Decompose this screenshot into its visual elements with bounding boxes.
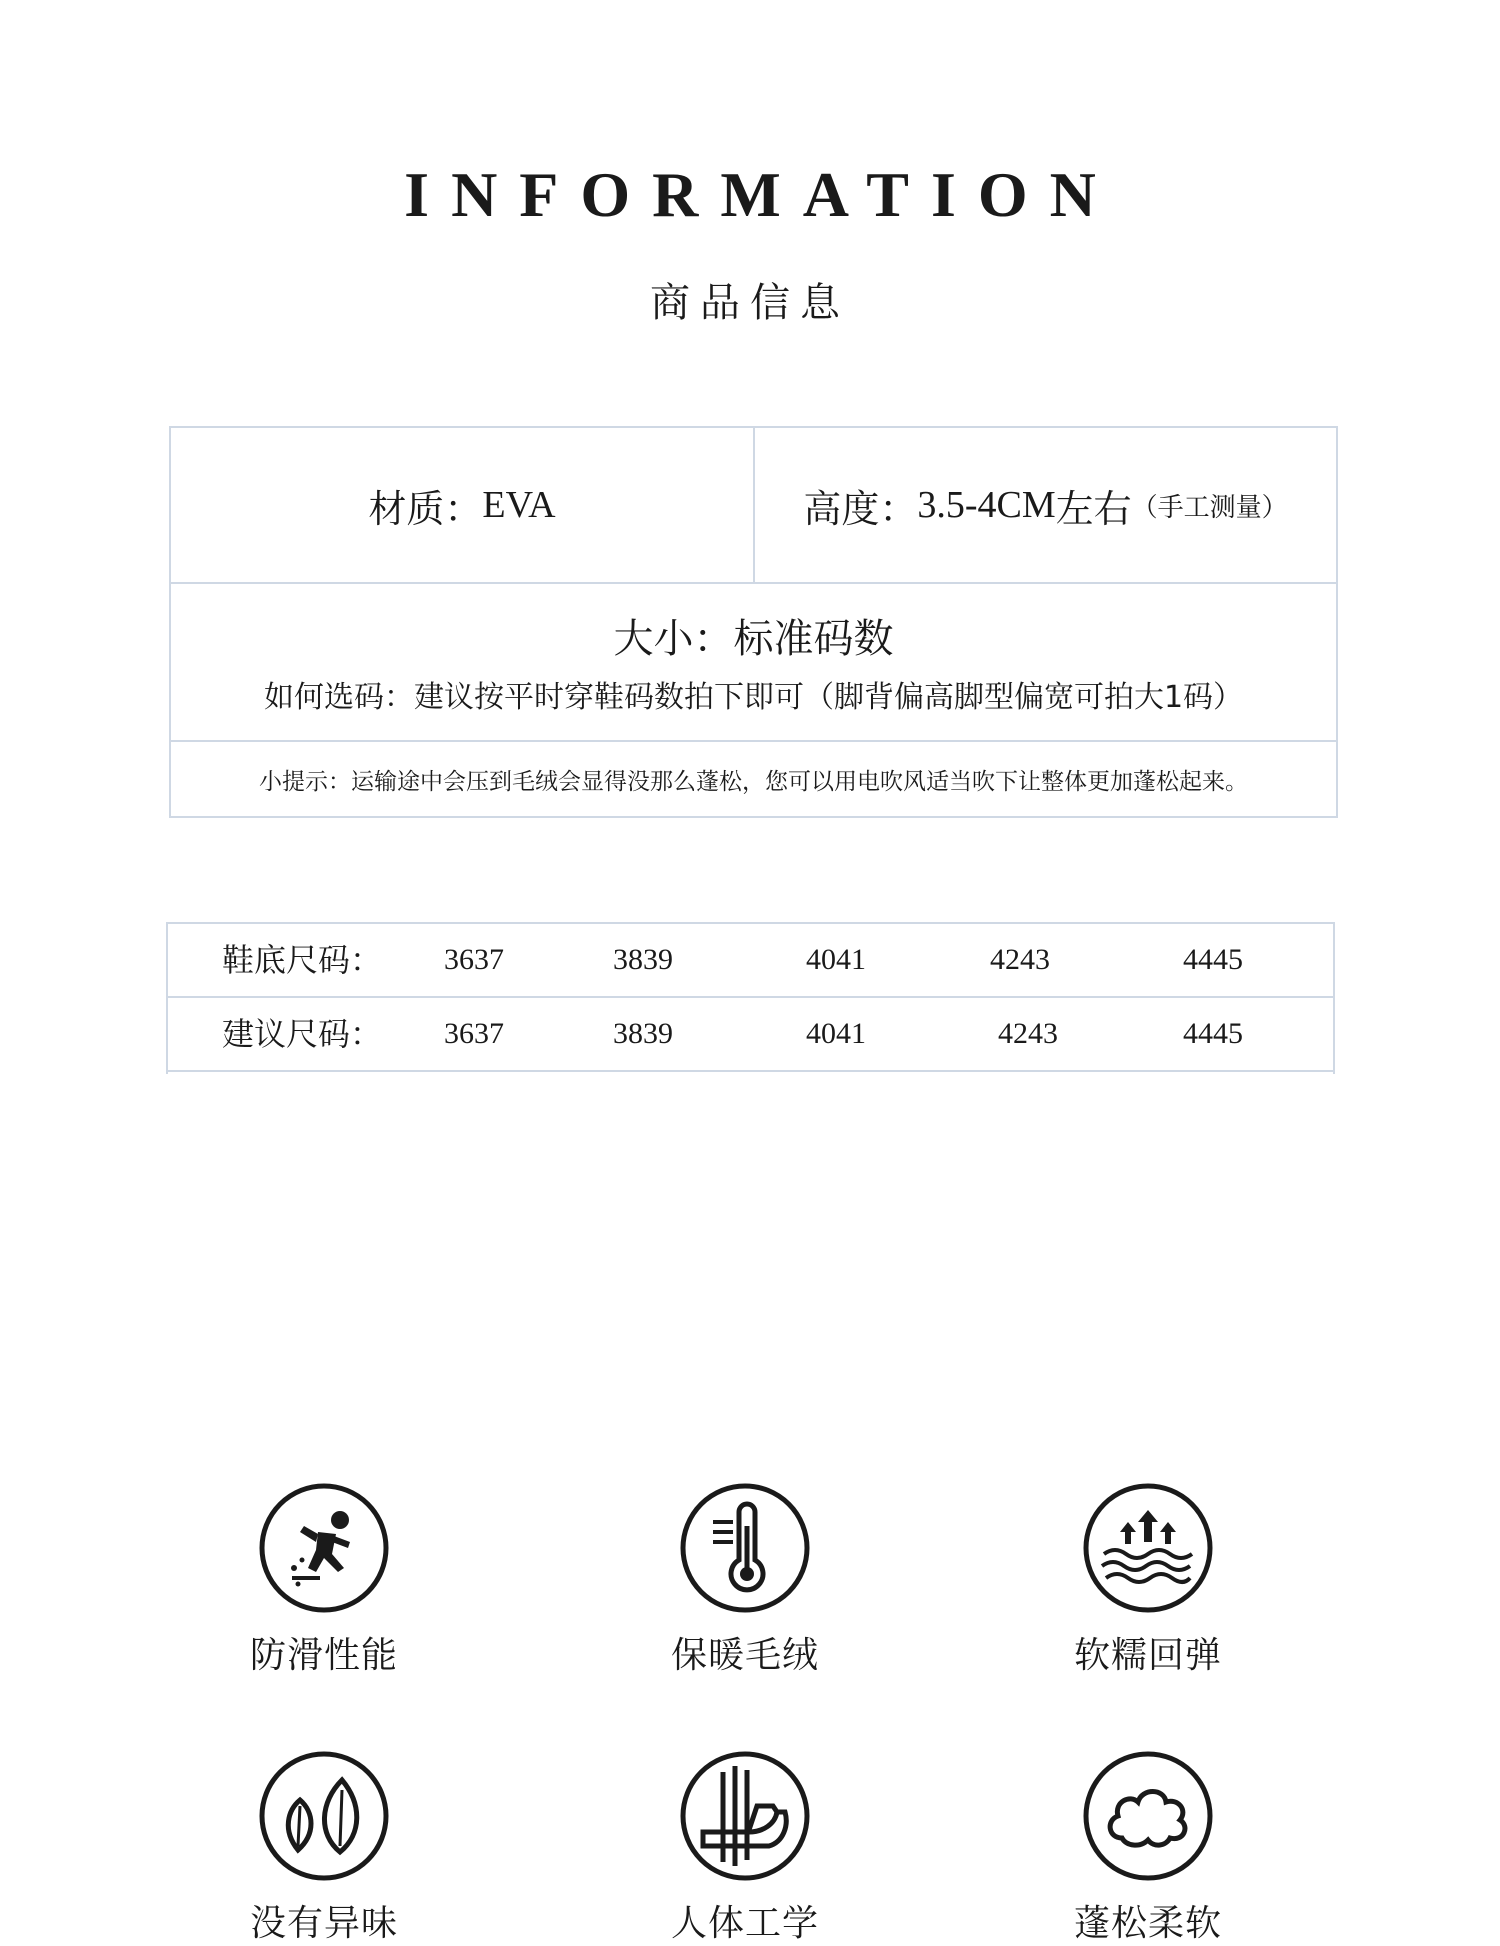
height-value: 3.5-4CM bbox=[917, 484, 1056, 526]
height-cell bbox=[755, 428, 1336, 582]
material-label: 材质： bbox=[368, 486, 483, 531]
size-cell: 4041 bbox=[806, 1017, 866, 1050]
height-suffix: 左右 bbox=[1055, 486, 1132, 531]
page-title: INFORMATION bbox=[404, 159, 1118, 230]
material-cell bbox=[171, 428, 755, 582]
height-note: （手工测量） bbox=[1131, 492, 1288, 523]
size-cell: 3839 bbox=[613, 943, 673, 976]
size-choose-text: 如何选码：建议按平时穿鞋码数拍下即可（脚背偏高脚型偏宽可拍大1码） bbox=[263, 680, 1244, 715]
size-row-suggested bbox=[168, 998, 1333, 1072]
size-cell: 4445 bbox=[1183, 1017, 1243, 1050]
page-subtitle: 商品信息 bbox=[650, 280, 850, 326]
size-cell: 3637 bbox=[444, 1017, 504, 1050]
info-table bbox=[169, 426, 1338, 818]
feature-label: 蓬松柔软 bbox=[1073, 1903, 1222, 1944]
size-cell: 4445 bbox=[1183, 943, 1243, 976]
feature-label: 保暖毛绒 bbox=[670, 1635, 819, 1676]
size-cell: 3637 bbox=[444, 943, 504, 976]
feature-warm-plush bbox=[635, 1482, 855, 1678]
info-row-tip bbox=[171, 742, 1336, 816]
cloud-icon bbox=[1082, 1750, 1214, 1882]
feature-anti-slip bbox=[214, 1482, 434, 1678]
size-cell: 3839 bbox=[613, 1017, 673, 1050]
feature-ergonomics bbox=[635, 1750, 855, 1946]
feature-label: 防滑性能 bbox=[249, 1635, 398, 1676]
height-label: 高度： bbox=[803, 486, 918, 531]
slipper-ergonomic-icon bbox=[679, 1750, 811, 1882]
rebound-waves-icon bbox=[1082, 1482, 1214, 1614]
size-cell: 4041 bbox=[806, 943, 866, 976]
thermometer-icon bbox=[679, 1482, 811, 1614]
slipping-person-icon bbox=[258, 1482, 390, 1614]
material-value: EVA bbox=[482, 484, 556, 526]
feature-label: 没有异味 bbox=[249, 1903, 398, 1944]
size-row-sole bbox=[168, 924, 1333, 998]
feature-no-odor bbox=[214, 1750, 434, 1946]
size-table bbox=[166, 922, 1335, 1074]
size-cell: 4243 bbox=[990, 943, 1050, 976]
feature-label: 软糯回弹 bbox=[1073, 1635, 1222, 1676]
size-row-label: 鞋底尺码： bbox=[222, 941, 383, 979]
info-row-material-height bbox=[171, 428, 1336, 584]
size-cell: 4243 bbox=[998, 1017, 1058, 1050]
tip-text: 小提示：运输途中会压到毛绒会显得没那么蓬松，您可以用电吹风适当吹下让整体更加蓬松起来。 bbox=[259, 768, 1248, 795]
size-standard-text: 大小：标准码数 bbox=[613, 616, 894, 662]
leaves-icon bbox=[258, 1750, 390, 1882]
info-row-size bbox=[171, 584, 1336, 742]
feature-soft-rebound bbox=[1038, 1482, 1258, 1678]
size-row-label: 建议尺码： bbox=[222, 1015, 383, 1053]
feature-label: 人体工学 bbox=[670, 1903, 819, 1944]
feature-fluffy-soft bbox=[1038, 1750, 1258, 1946]
